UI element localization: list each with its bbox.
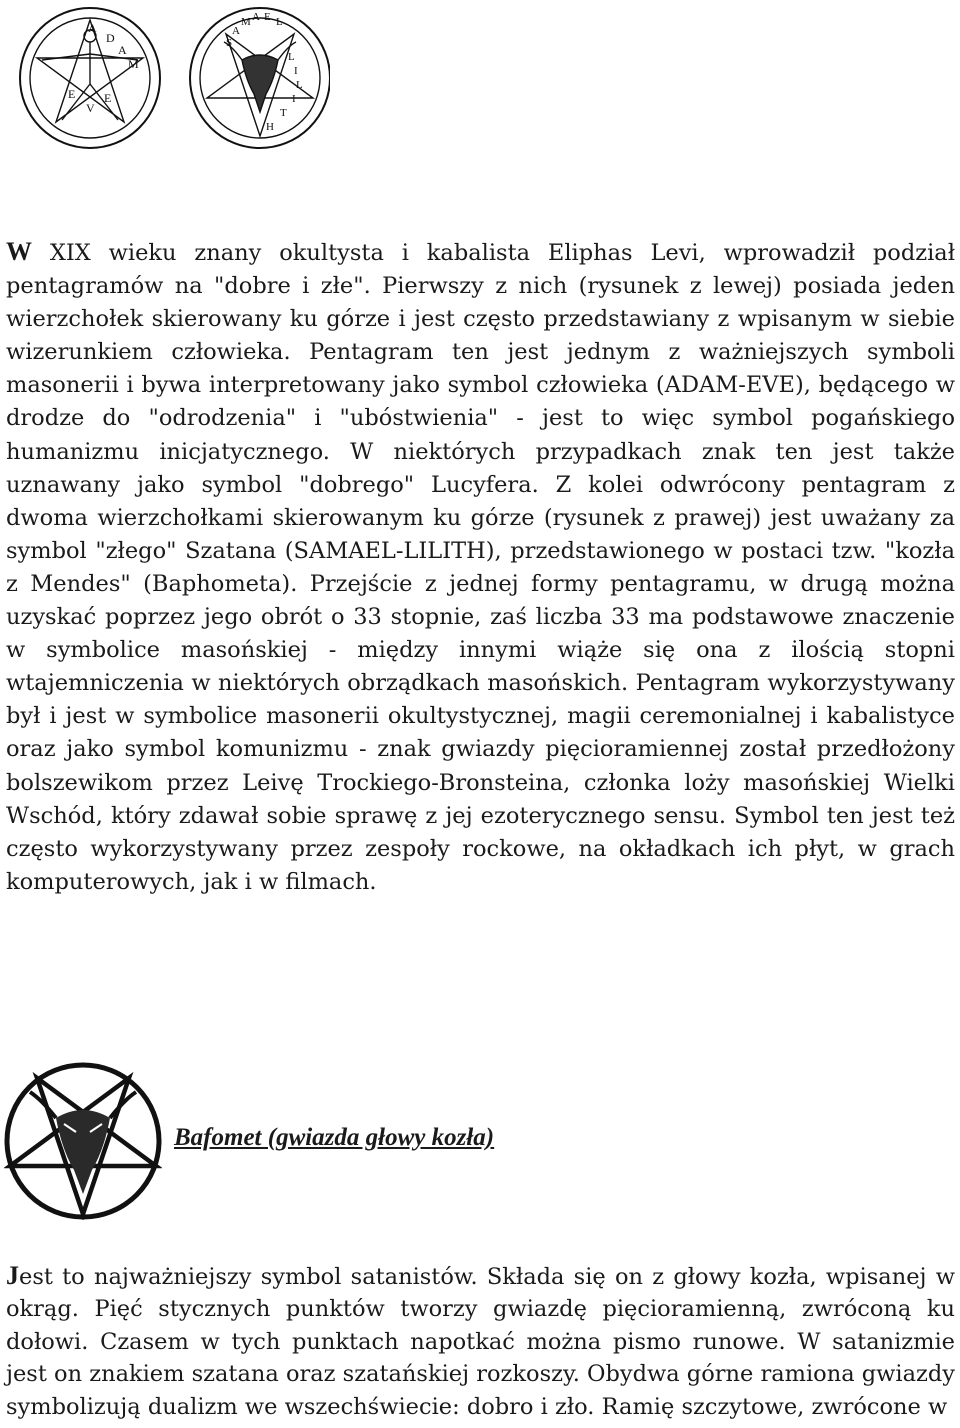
baphomet-caption: Bafomet (gwiazda głowy kozła) (174, 1124, 495, 1151)
baphomet-paragraph (6, 1260, 955, 1423)
pentagram-letter: M (241, 16, 251, 28)
adam-eve-letters (68, 21, 139, 115)
pentagram-letter: I (294, 65, 298, 77)
pentagram-letter: H (266, 121, 274, 133)
baphomet-icon (4, 1062, 162, 1220)
main-paragraph (6, 235, 955, 899)
paragraph-text: est to najważniejszy symbol satanistów. Składa się on z głowy kozła, wpisanej w okrąg. Pięć stycznych punktów tworzy gwiazdę pięcioramienną, zwróconą ku dołowi. Czasem w tych punktach napotkać można pismo runowe. W satanizmie jest on znakiem szatana oraz szatańskiej rozkoszy. Obydwa górne ramiona gwiazdy symbolizują dualizm we wszechświecie: dobro i zło. Ramię szczytowe, zwrócone w (6, 1264, 956, 1420)
pentagram-letter: T (280, 107, 287, 119)
pentagram-letter: L (288, 51, 295, 63)
pentagram-letter: A (88, 21, 97, 35)
pentagram-letter: A (118, 43, 127, 57)
pentagram-letter: M (128, 57, 139, 71)
pentagram-letter: D (106, 31, 115, 45)
pentagram-letter: E (264, 11, 271, 23)
paragraph-text: XIX wieku znany okultysta i kabalista Eliphas Levi, wprowadził podział pentagramów na "dobre i złe". Pierwszy z nich (rysunek z lewej) posiada jeden wierzchołek skierowany ku górze i jest często przedstawiany z wpisanym w siebie wizerunkiem człowieka. Pentagram ten jest jednym z ważniejszych symboli masonerii i bywa interpretowany jako symbol człowieka (ADAM-EVE), będącego w drodze do "odrodzenia" i "ubóstwienia" - jest to więc symbol pogańskiego humanizmu inicjatycznego. W niektórych przypadkach znak ten jest także uznawany jako symbol "dobrego" Lucyfera. Z kolei odwrócony pentagram z dwoma wierzchołkami skierowanym ku górze (rysunek z prawej) jest uważany za symbol "złego" Szatana (SAMAEL-LILITH), przedstawionego w postaci tzw. "kozła z Mendes" (Baphometa). Przejście z jednej formy pentagramu, w drugą można uzyskać poprzez jego obrót o 33 stopnie, zaś liczba 33 ma podstawowe znaczenie w symbolice masońskiej - między innymi wiąże się ona z ilością stopni wtajemniczenia w niektórych obrządkach masońskich. Pentagram wykorzystywany był i jest w symbolice masonerii okultystycznej, magii ceremonialnej i kabalistyce oraz jako symbol komunizmu - znak gwiazdy pięcioramiennej został przedłożony bolszewikom przez Leivę Trockiego-Bronsteina, członka loży masońskiej Wielki Wschód, który zdawał sobie sprawę z jej ezoterycznego sensu. Symbol ten jest też często wykorzystywany przez zespoły rockowe, na okładkach ich płyt, w grach komputerowych, jak i w filmach. (6, 240, 955, 895)
pentagram-letter: L (296, 79, 303, 91)
pentagram-letter: V (86, 101, 95, 115)
pentagram-letter: E (68, 87, 76, 101)
pentagram-comparison-figure (4, 2, 330, 154)
pentagram-letter: E (104, 91, 112, 105)
pentagram-letter: A (252, 11, 260, 23)
pentagram-letter: L (276, 16, 283, 28)
paragraph-initial: W (6, 237, 32, 266)
pentagram-letter: A (232, 25, 240, 37)
paragraph-initial: J (6, 1261, 19, 1290)
pentagram-letter: I (292, 93, 296, 105)
inverted-pentagram-icon (190, 8, 330, 148)
pentagram-letter: S (226, 37, 233, 49)
